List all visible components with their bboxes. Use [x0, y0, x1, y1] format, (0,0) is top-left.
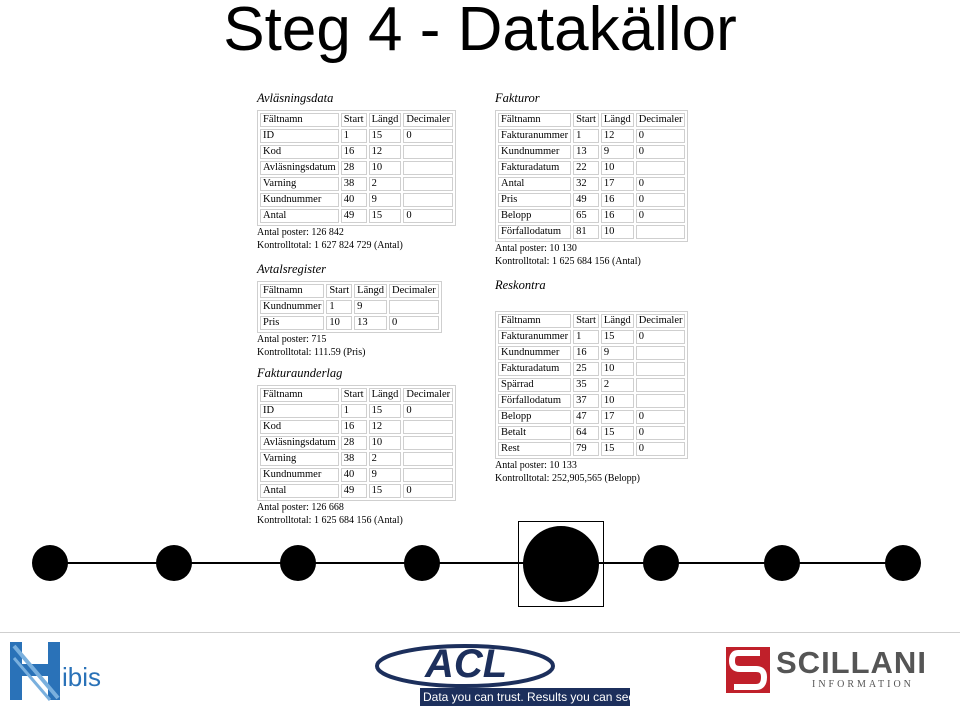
- column-header: Decimaler: [389, 284, 439, 298]
- table-cell: 0: [403, 484, 453, 498]
- record-count: Antal poster: 126 842: [257, 227, 344, 238]
- acl-wordmark: ACL: [425, 642, 508, 686]
- table-cell: Avläsningsdatum: [260, 436, 339, 450]
- table-cell: 2: [369, 452, 402, 466]
- table-cell: 9: [369, 193, 402, 207]
- table-cell: 40: [341, 468, 367, 482]
- column-header: Fältnamn: [260, 388, 339, 402]
- table-cell: 49: [341, 209, 367, 223]
- table-cell: 0: [636, 193, 686, 207]
- table-header-row: [260, 388, 453, 402]
- column-header: Fältnamn: [498, 113, 571, 127]
- table-cell: 0: [636, 209, 686, 223]
- table-header-row: [498, 113, 685, 127]
- table-cell: 13: [573, 145, 599, 159]
- column-header: Decimaler: [403, 388, 453, 402]
- table-row: [260, 177, 453, 191]
- table-cell: [403, 193, 453, 207]
- table-cell: 0: [389, 316, 439, 330]
- table-cell: [636, 161, 686, 175]
- table-cell: 1: [341, 129, 367, 143]
- table-cell: 15: [601, 442, 634, 456]
- table-cell: 0: [403, 129, 453, 143]
- timeline-step-6: [643, 545, 679, 581]
- table-cell: 49: [573, 193, 599, 207]
- field-table: [257, 110, 456, 226]
- column-header: Fältnamn: [260, 113, 339, 127]
- table-cell: 16: [341, 420, 367, 434]
- control-total: Kontrolltotal: 111.59 (Pris): [257, 346, 366, 358]
- table-row: [260, 145, 453, 159]
- column-header: Decimaler: [636, 113, 686, 127]
- section-reskontra: [495, 278, 688, 484]
- column-header: Längd: [354, 284, 387, 298]
- table-row: [260, 404, 453, 418]
- table-row: [498, 129, 685, 143]
- table-cell: [403, 177, 453, 191]
- table-cell: 15: [369, 209, 402, 223]
- column-header: Start: [341, 113, 367, 127]
- table-row: [498, 209, 685, 223]
- column-header: Start: [573, 113, 599, 127]
- table-cell: Fakturadatum: [498, 161, 571, 175]
- table-cell: [403, 436, 453, 450]
- table-row: [498, 426, 685, 440]
- timeline-step-3: [280, 545, 316, 581]
- table-cell: Pris: [260, 316, 324, 330]
- table-cell: [403, 468, 453, 482]
- table-cell: 15: [369, 404, 402, 418]
- table-cell: [636, 346, 686, 360]
- table-cell: 10: [601, 362, 634, 376]
- field-table: [495, 311, 688, 459]
- table-cell: 0: [636, 177, 686, 191]
- table-cell: Antal: [498, 177, 571, 191]
- table-row: [498, 225, 685, 239]
- table-cell: 2: [601, 378, 634, 392]
- table-cell: [389, 300, 439, 314]
- table-cell: [636, 225, 686, 239]
- table-cell: Kundnummer: [260, 468, 339, 482]
- table-cell: 22: [573, 161, 599, 175]
- table-row: [260, 316, 439, 330]
- table-cell: 35: [573, 378, 599, 392]
- table-cell: 9: [601, 346, 634, 360]
- table-cell: Kundnummer: [260, 300, 324, 314]
- table-cell: 1: [573, 129, 599, 143]
- table-cell: [403, 420, 453, 434]
- table-cell: 15: [369, 484, 402, 498]
- table-cell: 15: [601, 330, 634, 344]
- table-cell: 79: [573, 442, 599, 456]
- table-header-row: [260, 284, 439, 298]
- table-cell: 38: [341, 452, 367, 466]
- column-header: Längd: [601, 113, 634, 127]
- record-count: Antal poster: 126 668: [257, 502, 344, 513]
- table-cell: 47: [573, 410, 599, 424]
- table-cell: Spärrad: [498, 378, 571, 392]
- table-cell: 37: [573, 394, 599, 408]
- section-avlasningsdata: [257, 91, 456, 251]
- column-header: Längd: [601, 314, 634, 328]
- record-count: Antal poster: 10 133: [495, 460, 577, 471]
- scillani-subtitle: INFORMATION: [812, 679, 914, 690]
- table-cell: 0: [636, 330, 686, 344]
- table-row: [260, 129, 453, 143]
- slide-title: Steg 4 - Datakällor: [223, 0, 737, 64]
- table-cell: 9: [601, 145, 634, 159]
- table-row: [498, 442, 685, 456]
- table-cell: Avläsningsdatum: [260, 161, 339, 175]
- table-cell: 17: [601, 410, 634, 424]
- table-row: [498, 378, 685, 392]
- table-cell: Betalt: [498, 426, 571, 440]
- control-total: Kontrolltotal: 1 625 684 156 (Antal): [257, 514, 403, 526]
- table-cell: 15: [601, 426, 634, 440]
- table-row: [260, 468, 453, 482]
- table-cell: 0: [403, 404, 453, 418]
- table-cell: 28: [341, 436, 367, 450]
- table-cell: Pris: [498, 193, 571, 207]
- table-row: [260, 209, 453, 223]
- section-title: Fakturor: [495, 91, 540, 105]
- column-header: Längd: [369, 388, 402, 402]
- table-cell: ID: [260, 404, 339, 418]
- table-cell: 38: [341, 177, 367, 191]
- table-row: [498, 177, 685, 191]
- record-count: Antal poster: 715: [257, 334, 327, 345]
- scillani-logo: [726, 645, 954, 699]
- field-table: [257, 385, 456, 501]
- table-cell: Antal: [260, 209, 339, 223]
- table-cell: 10: [369, 161, 402, 175]
- table-cell: 10: [326, 316, 352, 330]
- table-cell: Förfallodatum: [498, 394, 571, 408]
- table-row: [260, 300, 439, 314]
- table-row: [498, 394, 685, 408]
- timeline-step-1: [32, 545, 68, 581]
- table-cell: Belopp: [498, 209, 571, 223]
- table-cell: 28: [341, 161, 367, 175]
- table-cell: 16: [601, 193, 634, 207]
- table-cell: 0: [636, 410, 686, 424]
- table-cell: 32: [573, 177, 599, 191]
- column-header: Decimaler: [636, 314, 686, 328]
- table-cell: 0: [636, 426, 686, 440]
- scillani-mark-icon: [726, 647, 770, 693]
- table-row: [498, 362, 685, 376]
- field-table: [257, 281, 442, 333]
- table-cell: 0: [403, 209, 453, 223]
- table-cell: 65: [573, 209, 599, 223]
- table-cell: 16: [573, 346, 599, 360]
- table-cell: Kod: [260, 145, 339, 159]
- table-cell: 1: [326, 300, 352, 314]
- scillani-wordmark: SCILLANI: [776, 645, 927, 680]
- table-cell: [636, 362, 686, 376]
- table-row: [260, 436, 453, 450]
- table-cell: 9: [354, 300, 387, 314]
- column-header: Fältnamn: [498, 314, 571, 328]
- table-cell: 2: [369, 177, 402, 191]
- acl-logo: [365, 640, 639, 706]
- section-fakturaunderlag: [257, 366, 456, 526]
- table-cell: 10: [601, 161, 634, 175]
- table-cell: Belopp: [498, 410, 571, 424]
- acl-tagline: Data you can trust. Results you can see.: [423, 690, 639, 704]
- table-cell: Kundnummer: [498, 346, 571, 360]
- table-cell: 12: [601, 129, 634, 143]
- column-header: Start: [326, 284, 352, 298]
- section-title: Reskontra: [495, 278, 546, 292]
- table-cell: Kundnummer: [260, 193, 339, 207]
- table-row: [498, 346, 685, 360]
- field-table: [495, 110, 688, 242]
- table-cell: 17: [601, 177, 634, 191]
- table-cell: Varning: [260, 177, 339, 191]
- table-cell: Kundnummer: [498, 145, 571, 159]
- table-cell: 40: [341, 193, 367, 207]
- table-cell: 15: [369, 129, 402, 143]
- timeline-step-7: [764, 545, 800, 581]
- timeline-step-4: [404, 545, 440, 581]
- table-cell: [403, 145, 453, 159]
- column-header: Decimaler: [403, 113, 453, 127]
- table-cell: Antal: [260, 484, 339, 498]
- timeline-step-current: [523, 526, 599, 602]
- timeline-step-8: [885, 545, 921, 581]
- table-row: [260, 484, 453, 498]
- control-total: Kontrolltotal: 252,905,565 (Belopp): [495, 472, 640, 484]
- table-cell: [403, 452, 453, 466]
- control-total: Kontrolltotal: 1 625 684 156 (Antal): [495, 255, 641, 267]
- table-cell: Kod: [260, 420, 339, 434]
- column-header: Fältnamn: [260, 284, 324, 298]
- column-header: Start: [341, 388, 367, 402]
- table-cell: 1: [341, 404, 367, 418]
- table-cell: [403, 161, 453, 175]
- table-cell: 81: [573, 225, 599, 239]
- hibis-wordmark: ibis: [62, 662, 102, 692]
- table-cell: [636, 378, 686, 392]
- table-cell: 10: [601, 225, 634, 239]
- table-cell: 13: [354, 316, 387, 330]
- table-cell: 49: [341, 484, 367, 498]
- section-title: Fakturaunderlag: [257, 366, 343, 380]
- record-count: Antal poster: 10 130: [495, 243, 577, 254]
- table-cell: Fakturanummer: [498, 129, 571, 143]
- table-cell: 1: [573, 330, 599, 344]
- table-cell: 0: [636, 129, 686, 143]
- table-header-row: [260, 113, 453, 127]
- table-header-row: [498, 314, 685, 328]
- table-cell: 9: [369, 468, 402, 482]
- table-row: [260, 452, 453, 466]
- timeline-step-2: [156, 545, 192, 581]
- table-cell: 10: [601, 394, 634, 408]
- table-row: [498, 145, 685, 159]
- table-cell: Fakturanummer: [498, 330, 571, 344]
- table-cell: [636, 394, 686, 408]
- table-cell: 25: [573, 362, 599, 376]
- table-cell: ID: [260, 129, 339, 143]
- table-cell: Rest: [498, 442, 571, 456]
- table-row: [260, 193, 453, 207]
- table-row: [498, 330, 685, 344]
- section-title: Avtalsregister: [257, 262, 326, 276]
- section-fakturor: [495, 91, 688, 267]
- table-cell: 10: [369, 436, 402, 450]
- table-row: [498, 410, 685, 424]
- table-row: [260, 420, 453, 434]
- table-cell: 64: [573, 426, 599, 440]
- section-avtalsregister: [257, 262, 442, 358]
- footer-divider: [0, 632, 960, 633]
- control-total: Kontrolltotal: 1 627 824 729 (Antal): [257, 239, 403, 251]
- table-row: [498, 161, 685, 175]
- table-row: [260, 161, 453, 175]
- table-cell: 16: [601, 209, 634, 223]
- table-cell: Förfallodatum: [498, 225, 571, 239]
- table-cell: 0: [636, 442, 686, 456]
- column-header: Start: [573, 314, 599, 328]
- table-cell: 16: [341, 145, 367, 159]
- section-title: Avläsningsdata: [257, 91, 334, 105]
- column-header: Längd: [369, 113, 402, 127]
- table-cell: 12: [369, 420, 402, 434]
- table-cell: Varning: [260, 452, 339, 466]
- table-cell: Fakturadatum: [498, 362, 571, 376]
- hibis-logo: [8, 638, 108, 704]
- table-cell: 12: [369, 145, 402, 159]
- table-cell: 0: [636, 145, 686, 159]
- table-row: [498, 193, 685, 207]
